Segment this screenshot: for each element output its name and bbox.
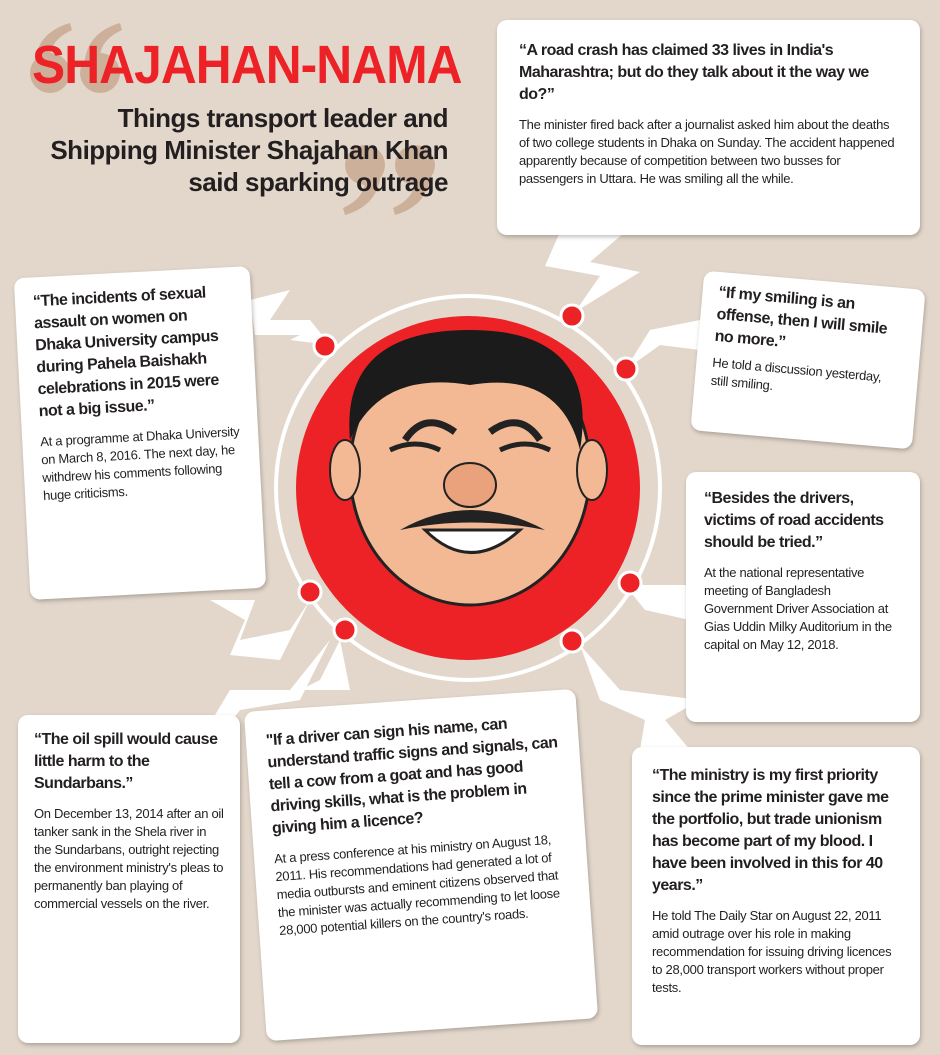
- quote-text: "If a driver can sign his name, can understand traffic signs and signals, can tell a cow from a goat and has good driving skills, what is the problem in giving him a licence?: [265, 715, 559, 838]
- quote-text: “Besides the drivers, victims of road accidents should be tried.”: [704, 490, 884, 551]
- page-title: SHAJAHAN-NAMA: [32, 35, 462, 95]
- quote-text: “The incidents of sexual assault on women on Dhaka University campus during Pahela Baishakh celebrations in 2015 were not a big issue.”: [32, 284, 220, 421]
- quote-context: At a programme at Dhaka University on March 8, 2016. The next day, he withdrew his comments following huge criticisms.: [39, 423, 240, 504]
- quote-context: He told a discussion yesterday, still smiling.: [710, 354, 883, 394]
- quote-context: At the national representative meeting of Bangladesh Government Driver Association at Gias Uddin Milky Auditorium in the capital on May 12, 2018.: [704, 565, 892, 652]
- quote-box-trade-unionism: [632, 747, 920, 1045]
- quote-box-maharashtra: [497, 20, 920, 235]
- quote-text: “The ministry is my first priority since the prime minister gave me the portfolio, but trade unionism has become part of my blood. I have been involved in this for 40 years.”: [652, 767, 889, 894]
- quote-box-sundarbans: [18, 715, 240, 1043]
- quote-box-smiling: [690, 271, 925, 450]
- page-subtitle: Things transport leader and Shipping Minister Shajahan Khan said sparking outrage: [50, 103, 448, 197]
- quote-text: “A road crash has claimed 33 lives in India's Maharashtra; but do they talk about it the way we do?”: [519, 42, 869, 103]
- quote-box-dhaka-university: [14, 266, 267, 600]
- quote-text: “If my smiling is an offense, then I will smile no more.”: [713, 283, 888, 351]
- quote-text: “The oil spill would cause little harm to the Sundarbans.”: [34, 731, 218, 792]
- quote-context: He told The Daily Star on August 22, 2011 amid outrage over his role in making recommendation for issuing driving licences to 28,000 transport workers without proper tests.: [652, 908, 892, 995]
- quote-context: On December 13, 2014 after an oil tanker sank in the Shela river in the Sundarbans, outright rejecting the environment ministry's pleas to permanently ban playing of commercial vessels on the river.: [34, 806, 224, 911]
- quote-context: At a press conference at his ministry on August 18, 2011. His recommendations had generated a lot of media outbursts and eminent citizens observed that the minister was actually recommending to let loose 28,000 potential killers on the country's roads.: [273, 831, 561, 939]
- quote-context: The minister fired back after a journalist asked him about the deaths of two college students in Dhaka on Sunday. The accident happened apparently because of competition between two busses for passengers in Uttara. He was smiling all the while.: [519, 117, 895, 186]
- quote-box-victims: [686, 472, 920, 722]
- quote-box-licence: [244, 689, 598, 1041]
